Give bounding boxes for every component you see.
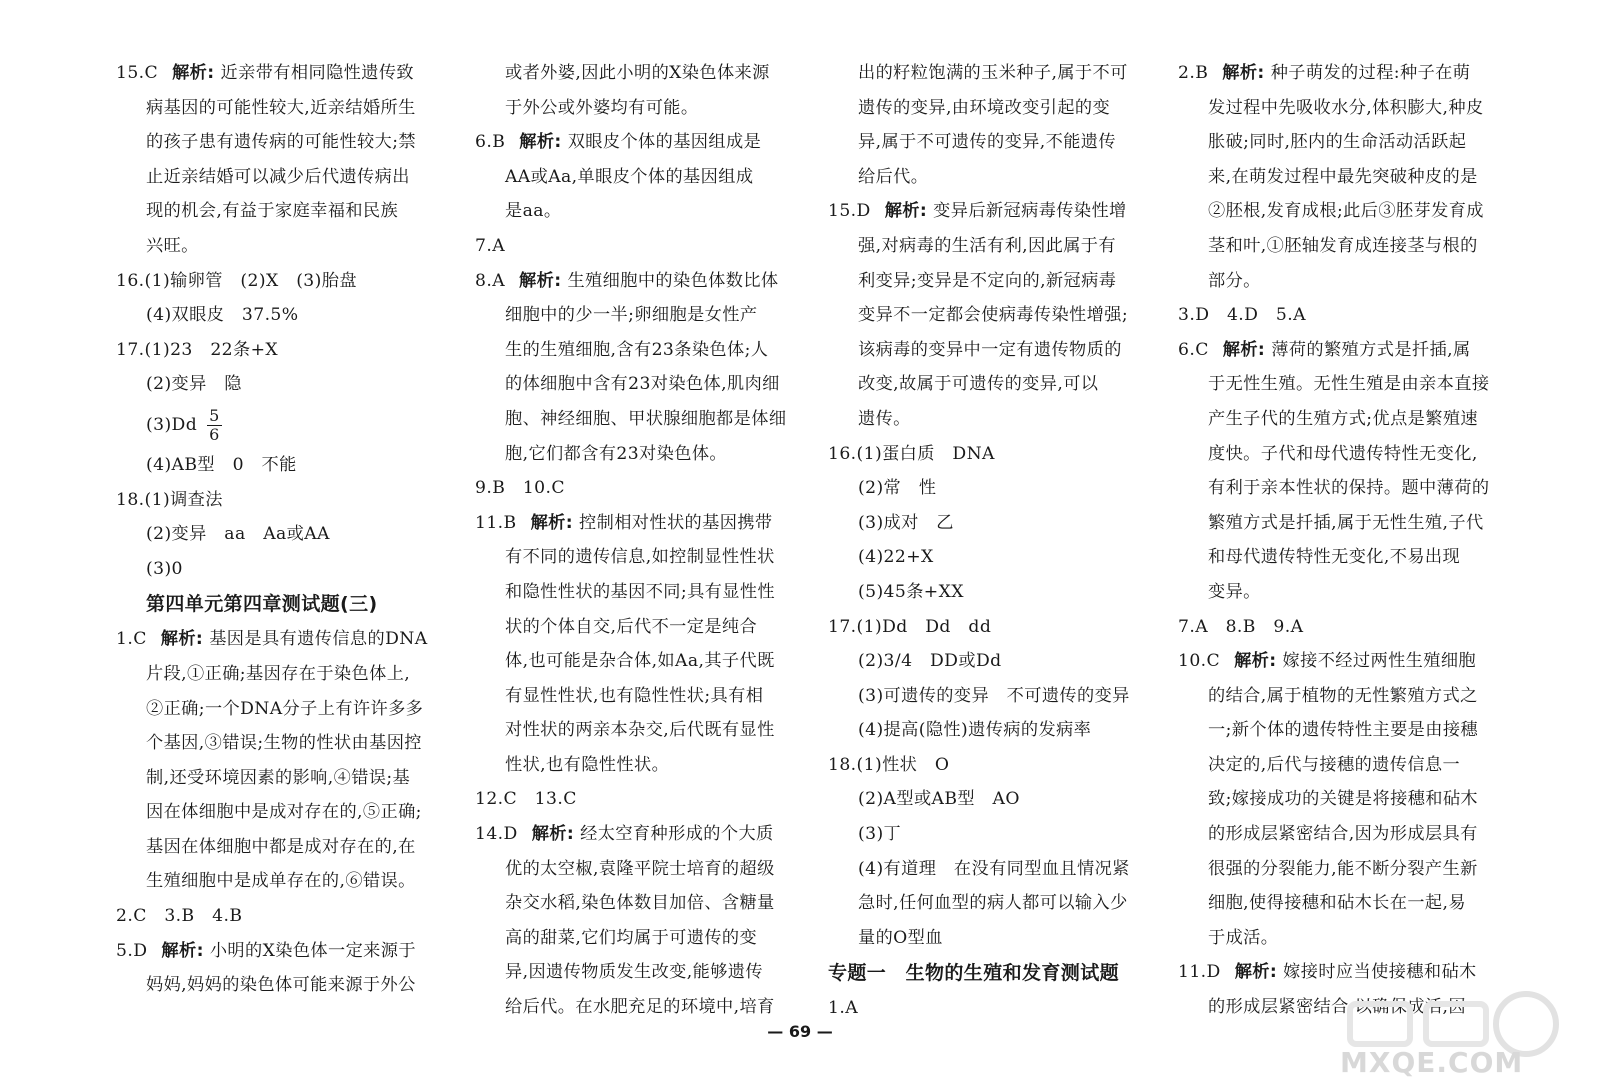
answer-line: 7.A — [475, 235, 506, 256]
continuation-line: 一;新个体的遗传特性主要是由接穗 — [1208, 720, 1479, 741]
continuation-line: 妈妈,妈妈的染色体可能来源于外公 — [146, 975, 416, 996]
answer-number: 15.D — [828, 201, 871, 222]
answer-number: 1.C — [116, 629, 147, 650]
answer-number: 6.C — [1178, 339, 1209, 360]
continuation-line: 和母代遗传特性无变化,不易出现 — [1208, 547, 1461, 568]
continuation-line: 的形成层紧密结合,因为形成层具有 — [1208, 824, 1478, 845]
answer-number: 15.C — [116, 63, 159, 83]
answer-line: 16.(1)蛋白质 DNA — [828, 443, 995, 464]
continuation-line: 细胞,使得接穗和砧木长在一起,易 — [1208, 893, 1466, 914]
continuation-line: 的形成层紧密结合,以确保成活,因 — [1208, 997, 1466, 1018]
answer-number: 6.B — [475, 132, 506, 153]
answer-number: 11.B — [475, 512, 517, 533]
continuation-line: 茎和叶,①胚轴发育成连接茎与根的 — [1208, 235, 1478, 256]
watermark-text: MXQE.COM — [1340, 1046, 1524, 1079]
analysis-label: 解析: — [1234, 651, 1277, 672]
continuation-line: 胀破;同时,胚内的生命活动活跃起 — [1208, 132, 1467, 153]
continuation-line: 优的太空椒,袁隆平院士培育的超级 — [505, 858, 775, 879]
answer-number: 14.D — [475, 824, 518, 845]
analysis-label: 解析: — [1234, 962, 1278, 983]
continuation-line: 细胞中的少一半;卵细胞是女性产 — [505, 305, 758, 326]
continuation-line: 遗传的变异,由环境改变引起的变 — [858, 97, 1111, 118]
continuation-line: 胞、神经细胞、甲状腺细胞都是体细 — [505, 408, 787, 429]
continuation-line: 强,对病毒的生活有利,因此属于有 — [858, 235, 1116, 256]
continuation-line: 体,也可能是杂合体,如Aa,其子代既 — [505, 651, 775, 672]
continuation-line: 现的机会,有益于家庭幸福和民族 — [146, 201, 399, 222]
continuation-line: (2)变异 aa Aa或AA — [146, 524, 330, 545]
answer-line: 18.(1)调查法 — [116, 489, 223, 510]
continuation-line: 杂交水稻,染色体数目加倍、含糖量 — [505, 893, 775, 914]
continuation-line: 病基因的可能性较大,近亲结婚所生 — [146, 97, 416, 118]
continuation-line: 该病毒的变异中一定有遗传物质的 — [858, 339, 1122, 360]
answer-column-4 — [1178, 56, 1526, 1025]
section-heading: 第四单元第四章测试题(三) — [146, 593, 378, 616]
continuation-line: 急时,任何血型的病人都可以输入少 — [858, 893, 1128, 914]
continuation-line: (4)有道理 在没有同型血且情况紧 — [858, 858, 1130, 879]
continuation-line: 兴旺。 — [146, 235, 199, 256]
answer-line: 17.(1)23 22条+X — [116, 339, 279, 360]
continuation-line: 对性状的两亲本杂交,后代既有显性 — [505, 720, 775, 741]
continuation-line: (4)提高(隐性)遗传病的发病率 — [858, 720, 1092, 741]
answer-line: 16.(1)输卵管 (2)X (3)胎盘 — [116, 270, 357, 291]
continuation-line: 于成活。 — [1208, 927, 1279, 948]
continuation-line: 性状,也有隐性性状。 — [505, 754, 670, 775]
continuation-line: 有显性性状,也有隐性性状;具有相 — [505, 685, 764, 706]
answer-line — [116, 622, 464, 657]
answer-line: 17.(1)Dd Dd dd — [828, 616, 992, 637]
answer-text: 变异后新冠病毒传染性增 — [933, 201, 1127, 222]
continuation-line: 异,因遗传物质发生改变,能够遗传 — [505, 962, 763, 983]
continuation-line: 很强的分裂能力,能不断分裂产生新 — [1208, 858, 1478, 879]
continuation-line: (3)成对 乙 — [858, 512, 954, 533]
continuation-line: (2)A型或AB型 AO — [858, 789, 1020, 810]
fraction — [207, 407, 222, 444]
continuation-line: 繁殖方式是扦插,属于无性生殖,子代 — [1208, 512, 1484, 533]
continuation-line: 止近亲结婚可以减少后代遗传病出 — [146, 166, 410, 187]
continuation-line: 有不同的遗传信息,如控制显性性状 — [505, 547, 775, 568]
page-number: — 69 — — [767, 1022, 833, 1041]
continuation-line: (3)0 — [146, 558, 183, 579]
answer-line — [828, 194, 1176, 229]
continuation-line: (2)变异 隐 — [146, 374, 242, 395]
answer-line — [475, 264, 823, 299]
answer-line — [475, 817, 823, 852]
continuation-line: 高的甜菜,它们均属于可遗传的变 — [505, 927, 758, 948]
answer-text: 嫁接不经过两性生殖细胞 — [1282, 651, 1477, 672]
answer-line — [1178, 644, 1526, 679]
continuation-line: 胞,它们都含有23对染色体。 — [505, 443, 727, 464]
answer-column-3 — [828, 56, 1176, 1026]
answer-column-1 — [116, 56, 464, 1003]
continuation-line: 因在体细胞中是成对存在的,⑤正确; — [146, 802, 422, 823]
continuation-line: 部分。 — [1208, 270, 1261, 291]
continuation-line: 出的籽粒饱满的玉米种子,属于不可 — [858, 63, 1128, 83]
analysis-label: 解析: — [172, 63, 215, 83]
fraction-denominator: 6 — [209, 424, 220, 444]
answer-line: 18.(1)性状 O — [828, 754, 950, 775]
continuation-line: 基因在体细胞中都是成对存在的,在 — [146, 836, 416, 857]
analysis-label: 解析: — [530, 512, 574, 533]
answer-line — [116, 934, 464, 969]
answer-text: (3)Dd — [146, 414, 198, 435]
fraction-numerator: 5 — [209, 405, 220, 425]
continuation-line: (4)双眼皮 37.5% — [146, 305, 299, 326]
continuation-line: 有利于亲本性状的保持。题中薄荷的 — [1208, 478, 1490, 499]
continuation-line: 于无性生殖。无性生殖是由亲本直接 — [1208, 374, 1490, 395]
answer-line — [116, 402, 464, 448]
continuation-line: 生的生殖细胞,含有23条染色体;人 — [505, 339, 769, 360]
answer-column-2 — [475, 56, 823, 1025]
continuation-line: 生殖细胞中是成单存在的,⑥错误。 — [146, 871, 416, 892]
analysis-label: 解析: — [1222, 339, 1266, 360]
continuation-line: (5)45条+XX — [858, 581, 964, 602]
continuation-line: 和隐性性状的基因不同;具有显性性 — [505, 581, 776, 602]
continuation-line: 制,还受环境因素的影响,④错误;基 — [146, 767, 411, 788]
continuation-line: 个基因,③错误;生物的性状由基因控 — [146, 733, 422, 754]
continuation-line: 的结合,属于植物的无性繁殖方式之 — [1208, 685, 1478, 706]
answer-line — [116, 56, 464, 91]
continuation-line: 发过程中先吸收水分,体积膨大,种皮 — [1208, 97, 1484, 118]
continuation-line: ②胚根,发育成根;此后③胚芽发育成 — [1208, 201, 1484, 222]
answer-line: 12.C 13.C — [475, 789, 577, 810]
continuation-line: 利变异;变异是不定向的,新冠病毒 — [858, 270, 1117, 291]
continuation-line: 给后代。在水肥充足的环境中,培育 — [505, 997, 775, 1018]
continuation-line: 或者外婆,因此小明的X染色体来源 — [505, 63, 770, 83]
analysis-label: 解析: — [519, 270, 562, 291]
analysis-label: 解析: — [161, 940, 204, 961]
continuation-line: 决定的,后代与接穗的遗传信息一 — [1208, 754, 1461, 775]
answer-text: 近亲带有相同隐性遗传致 — [220, 63, 415, 83]
continuation-line: 量的O型血 — [858, 927, 943, 948]
continuation-line: 变异。 — [1208, 581, 1261, 602]
continuation-line: (4)22+X — [858, 547, 934, 568]
continuation-line: 片段,①正确;基因存在于染色体上, — [146, 663, 411, 684]
section-heading: 专题一 生物的生殖和发育测试题 — [828, 962, 1120, 985]
answer-text: 种子萌发的过程:种子在萌 — [1270, 63, 1471, 83]
continuation-line: 的体细胞中含有23对染色体,肌肉细 — [505, 374, 780, 395]
answer-line: 2.C 3.B 4.B — [116, 906, 243, 927]
answer-line — [475, 125, 823, 160]
answer-text: 小明的X染色体一定来源于 — [209, 940, 416, 961]
answer-number: 11.D — [1178, 962, 1221, 983]
continuation-line: 的孩子患有遗传病的可能性较大;禁 — [146, 132, 417, 153]
answer-text: 薄荷的繁殖方式是扦插,属 — [1271, 339, 1471, 360]
continuation-line: 状的个体自交,后代不一定是纯合 — [505, 616, 758, 637]
answer-line: 9.B 10.C — [475, 478, 565, 499]
answer-number: 2.B — [1178, 63, 1209, 83]
continuation-line: (2)3/4 DD或Dd — [858, 651, 1002, 672]
answer-line — [1178, 333, 1526, 368]
continuation-line: 异,属于不可遗传的变异,不能遗传 — [858, 132, 1116, 153]
continuation-line: 给后代。 — [858, 166, 929, 187]
continuation-line: 于外公或外婆均有可能。 — [505, 97, 699, 118]
answer-line — [1178, 56, 1526, 91]
analysis-label: 解析: — [884, 201, 928, 222]
continuation-line: 致;嫁接成功的关键是将接穗和砧木 — [1208, 789, 1479, 810]
answer-text: 控制相对性状的基因携带 — [579, 512, 773, 533]
analysis-label: 解析: — [531, 824, 575, 845]
continuation-line: 改变,故属于可遗传的变异,可以 — [858, 374, 1099, 395]
continuation-line: (3)可遗传的变异 不可遗传的变异 — [858, 685, 1130, 706]
answer-line — [475, 506, 823, 541]
answer-number: 5.D — [116, 940, 148, 961]
continuation-line: (4)AB型 0 不能 — [146, 454, 297, 475]
answer-text: 嫁接时应当使接穗和砧木 — [1283, 962, 1477, 983]
answer-line: 1.A — [828, 998, 859, 1019]
answer-text: 经太空育种形成的个大质 — [580, 824, 774, 845]
answer-text: 双眼皮个体的基因组成是 — [567, 132, 762, 153]
continuation-line: 产生子代的生殖方式;优点是繁殖速 — [1208, 408, 1479, 429]
analysis-label: 解析: — [1222, 63, 1265, 83]
answer-number: 10.C — [1178, 651, 1221, 672]
continuation-line: 来,在萌发过程中最先突破种皮的是 — [1208, 166, 1478, 187]
answer-number: 8.A — [475, 270, 506, 291]
analysis-label: 解析: — [519, 132, 562, 153]
answer-text: 生殖细胞中的染色体数比体 — [567, 270, 779, 291]
answer-line: 3.D 4.D 5.A — [1178, 305, 1306, 326]
continuation-line: 是aa。 — [505, 201, 562, 222]
answer-line — [1178, 955, 1526, 990]
analysis-label: 解析: — [160, 629, 204, 650]
continuation-line: (2)常 性 — [858, 478, 937, 499]
continuation-line: 变异不一定都会使病毒传染性增强; — [858, 305, 1129, 326]
answer-text: 基因是具有遗传信息的DNA — [209, 629, 428, 650]
continuation-line: 度快。子代和母代遗传特性无变化, — [1208, 443, 1478, 464]
continuation-line: AA或Aa,单眼皮个体的基因组成 — [505, 166, 754, 187]
continuation-line: (3)丁 — [858, 824, 902, 845]
continuation-line: 遗传。 — [858, 408, 911, 429]
answer-line: 7.A 8.B 9.A — [1178, 616, 1304, 637]
continuation-line: ②正确;一个DNA分子上有许许多多 — [146, 698, 424, 719]
